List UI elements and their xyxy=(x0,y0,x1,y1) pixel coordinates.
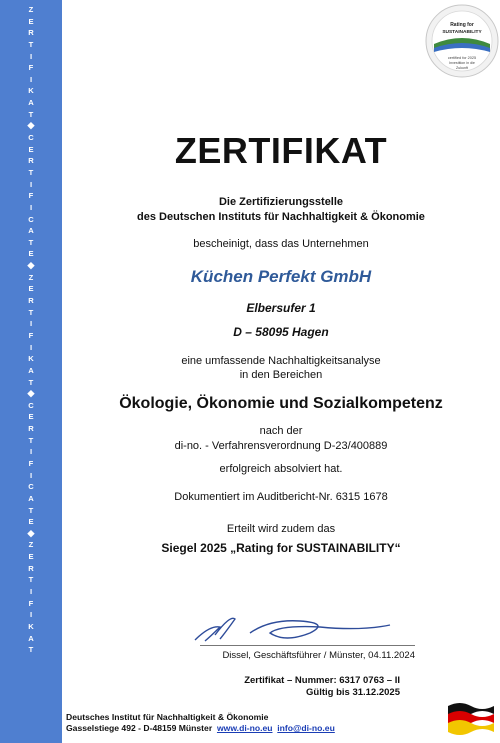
sidebar-diamond-icon: ◆ xyxy=(27,388,35,399)
sidebar-letter: I xyxy=(29,587,33,597)
signature-caption: Dissel, Geschäftsführer / Münster, 04.11.2024 xyxy=(222,650,415,661)
sidebar-letter: T xyxy=(28,575,34,585)
seal-line4: Investition in die xyxy=(449,61,475,65)
footer xyxy=(66,712,335,734)
certificate-number: Zertifikat – Nummer: 6317 0763 – II xyxy=(244,675,400,686)
footer-address: Gasselstiege 492 - D-48159 Münster xyxy=(66,723,213,733)
sidebar-letter: K xyxy=(28,621,34,631)
seal-line3: certified for 2025 xyxy=(447,56,477,60)
sidebar-letter: I xyxy=(29,447,33,457)
analysis-line2: in den Bereichen xyxy=(239,369,323,381)
seal-line1: Rating for xyxy=(450,22,474,28)
sidebar-letter: C xyxy=(28,482,34,492)
sidebar-letter: R xyxy=(28,156,34,166)
seal-line5: Zukunft xyxy=(456,66,468,70)
sidebar-letter: I xyxy=(29,342,33,352)
seal-line2: SUSTAINABILITY xyxy=(442,30,482,35)
sidebar-letter: T xyxy=(28,39,34,49)
sidebar-letter: I xyxy=(29,202,33,212)
certificate-valid: Gültig bis 31.12.2025 xyxy=(306,687,400,698)
sidebar-letter: A xyxy=(28,226,34,236)
sidebar-letter: F xyxy=(28,458,34,468)
footer-address-line xyxy=(66,723,335,734)
sidebar-letter: T xyxy=(28,377,34,387)
sidebar-letter: A xyxy=(28,98,34,108)
sidebar-letter: A xyxy=(28,365,34,375)
issuer-line2: des Deutschen Instituts für Nachhaltigkeit & Ökonomie xyxy=(137,211,425,223)
per-line1: nach der xyxy=(259,425,303,437)
sidebar-letter: E xyxy=(28,16,34,26)
sidebar-letter: T xyxy=(28,505,34,515)
analysis-line1: eine umfassende Nachhaltigkeitsanalyse xyxy=(181,355,381,367)
sidebar-letter: C xyxy=(28,214,34,224)
sidebar-letter: F xyxy=(28,598,34,608)
sidebar-diamond-icon: ◆ xyxy=(27,260,35,271)
signature-line xyxy=(200,645,415,646)
sidebar-letter: E xyxy=(28,284,34,294)
sidebar-letter: C xyxy=(28,133,34,143)
sidebar-letter: I xyxy=(29,179,33,189)
sidebar-letter: E xyxy=(28,412,34,422)
sidebar-letter: R xyxy=(28,563,34,573)
sidebar-letter: T xyxy=(28,435,34,445)
certificate-title: ZERTIFIKAT xyxy=(174,130,388,171)
sidebar-letter: E xyxy=(28,517,34,527)
sidebar-letter: E xyxy=(28,552,34,562)
sidebar-letter: T xyxy=(28,645,34,655)
sidebar-letter: R xyxy=(28,424,34,434)
sidebar-letter: T xyxy=(28,237,34,247)
signature-image xyxy=(190,605,400,645)
sidebar-letter: I xyxy=(29,470,33,480)
sidebar-letter: I xyxy=(29,74,33,84)
sidebar-band xyxy=(0,0,62,743)
sidebar-diamond-icon: ◆ xyxy=(27,527,35,538)
company-name: Küchen Perfekt GmbH xyxy=(190,267,372,286)
sidebar-letter: R xyxy=(28,296,34,306)
certificate-number-block xyxy=(200,675,400,699)
awarded-text: Erteilt wird zudem das xyxy=(226,523,336,535)
completed-text: erfolgreich absolviert hat. xyxy=(219,463,343,475)
sidebar-letter: K xyxy=(28,86,34,96)
issuer-line1: Die Zertifizierungsstelle xyxy=(218,196,344,208)
sidebar-letter: F xyxy=(28,330,34,340)
footer-email-link[interactable]: info@di-no.eu xyxy=(277,723,335,733)
company-street: Elbersufer 1 xyxy=(246,301,316,315)
sidebar-letter: T xyxy=(28,109,34,119)
certifies-text: bescheinigt, dass das Unternehmen xyxy=(193,238,369,250)
sidebar-letter: R xyxy=(28,28,34,38)
sidebar-letter: K xyxy=(28,354,34,364)
sidebar-letter: Z xyxy=(28,5,34,14)
sidebar-letter: I xyxy=(29,51,33,61)
german-flag-icon xyxy=(446,700,496,738)
sidebar-letter: T xyxy=(28,167,34,177)
sidebar-letter: Z xyxy=(28,540,34,550)
company-city: D – 58095 Hagen xyxy=(233,325,329,339)
sidebar-letter: A xyxy=(28,493,34,503)
sustainability-seal xyxy=(425,4,499,78)
per-line2: di-no. - Verfahrensverordnung D-23/400889 xyxy=(174,440,388,452)
sidebar-letter: E xyxy=(28,144,34,154)
sidebar-letter: T xyxy=(28,307,34,317)
footer-org: Deutsches Institut für Nachhaltigkeit & Ökonomie xyxy=(66,712,269,722)
sidebar-letter: Z xyxy=(28,272,34,282)
seal-name: Siegel 2025 „Rating for SUSTAINABILITY“ xyxy=(161,541,401,555)
sidebar-diamond-icon: ◆ xyxy=(27,120,35,131)
sidebar-letter: E xyxy=(28,249,34,259)
footer-website-link[interactable]: www.di-no.eu xyxy=(216,723,273,733)
sidebar-letter: I xyxy=(29,610,33,620)
areas-heading: Ökologie, Ökonomie und Sozialkompetenz xyxy=(119,395,443,412)
sidebar-letters xyxy=(0,4,62,656)
sidebar-letter: A xyxy=(28,633,34,643)
sidebar-letter: I xyxy=(29,319,33,329)
audit-report-text: Dokumentiert im Auditbericht-Nr. 6315 1678 xyxy=(174,491,388,503)
sidebar-letter: C xyxy=(28,400,34,410)
sidebar-letter: F xyxy=(28,191,34,201)
sidebar-letter: F xyxy=(28,63,34,73)
